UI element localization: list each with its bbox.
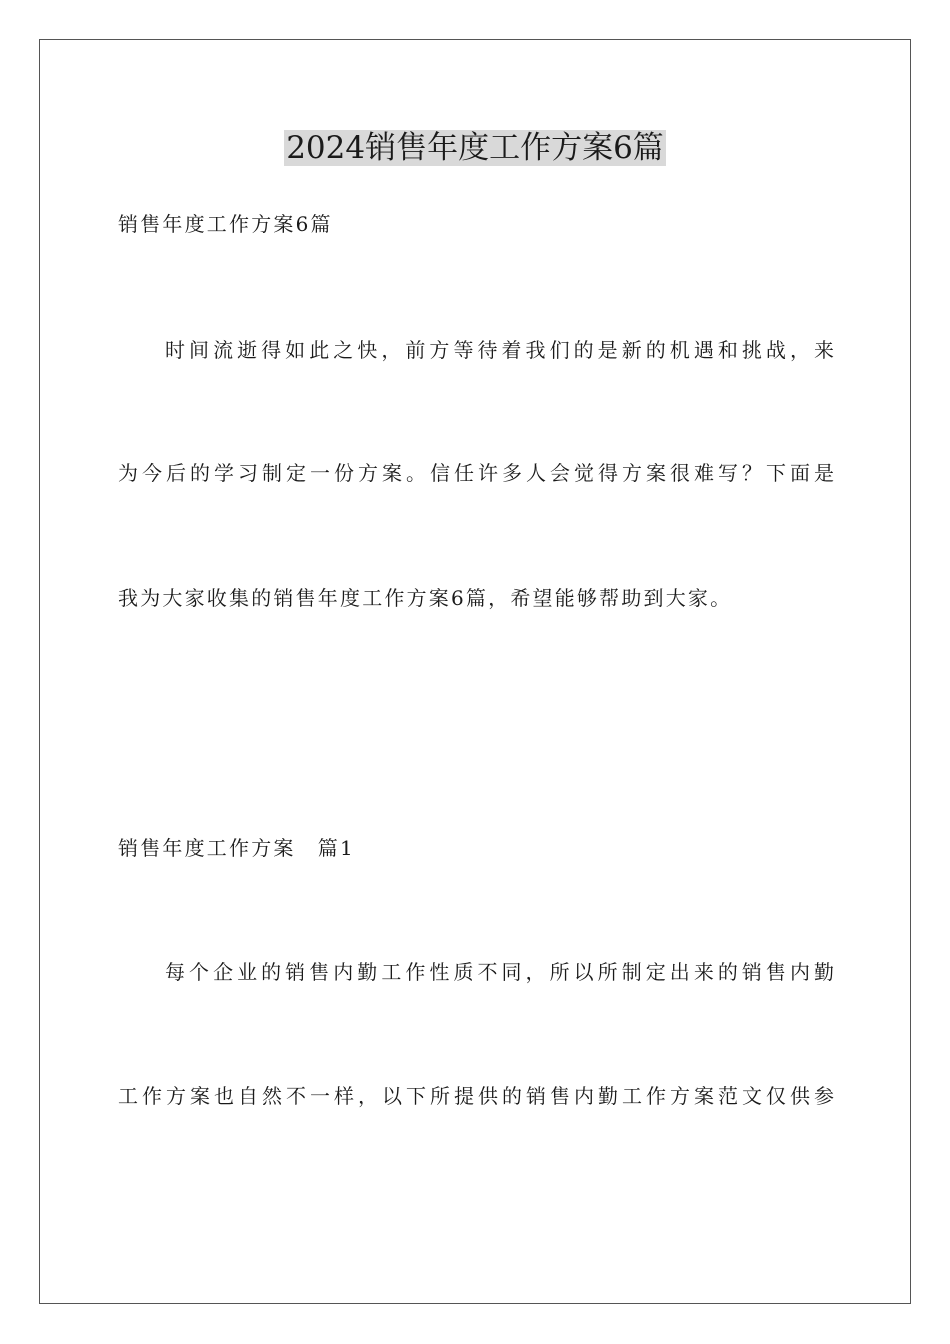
section-paragraph-line-2: 工作方案也自然不一样，以下所提供的销售内勤工作方案范文仅供参 (118, 1084, 834, 1108)
document-title (0, 128, 950, 168)
intro-paragraph-line-3: 我为大家收集的销售年度工作方案6篇，希望能够帮助到大家。 (118, 586, 733, 610)
intro-paragraph-line-1: 时间流逝得如此之快，前方等待着我们的是新的机遇和挑战，来 (165, 338, 834, 362)
section-heading: 销售年度工作方案 篇1 (118, 836, 355, 860)
section-paragraph-line-1: 每个企业的销售内勤工作性质不同，所以所制定出来的销售内勤 (165, 960, 834, 984)
document-subtitle: 销售年度工作方案6篇 (118, 212, 333, 236)
document-title-text: 2024销售年度工作方案6篇 (286, 130, 664, 166)
intro-paragraph-line-2: 为今后的学习制定一份方案。信任许多人会觉得方案很难写？下面是 (118, 461, 834, 485)
